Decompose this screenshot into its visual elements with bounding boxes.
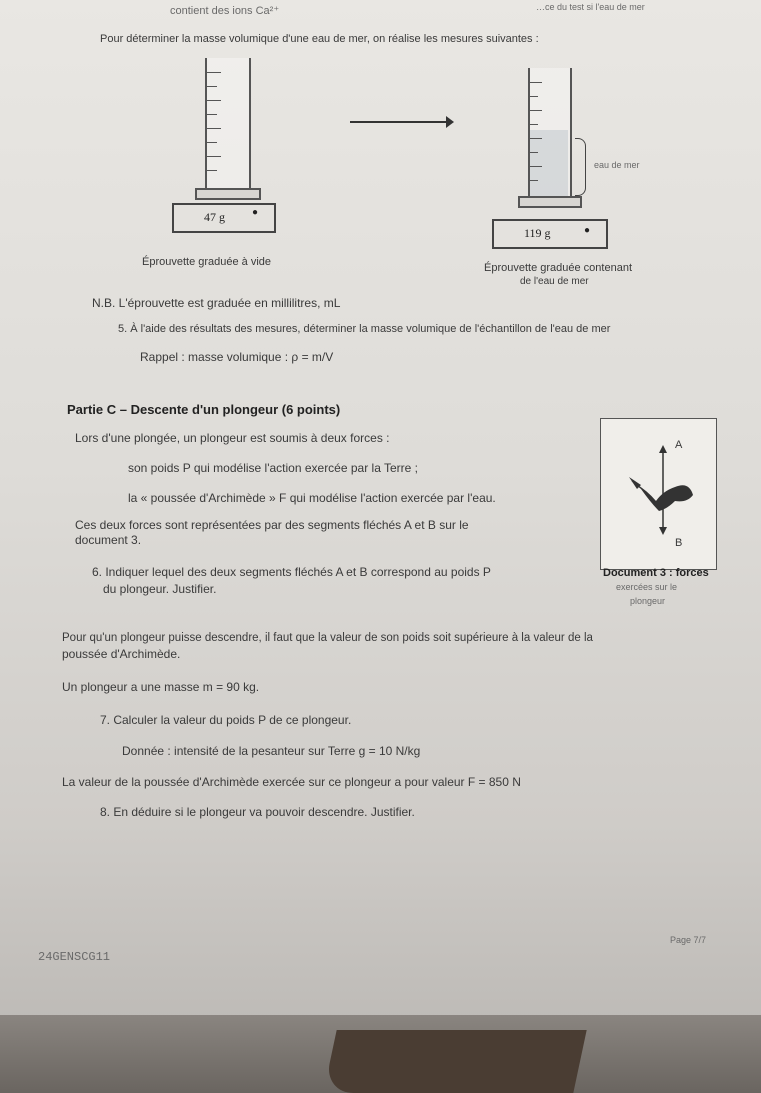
object-shadow [323, 1030, 586, 1093]
cylinder-left-base [195, 188, 261, 200]
top-fragment-left: contient des ions Ca²⁺ [170, 5, 280, 17]
intro-text: Pour déterminer la masse volumique d'une eau de mer, on réalise les mesures suivantes : [100, 33, 539, 45]
diver-icon [601, 419, 716, 569]
document-3-figure [600, 418, 717, 570]
force-label-b: B [675, 537, 683, 549]
scale-right: 119 g ● [492, 219, 608, 249]
question-6-continued: du plongeur. Justifier. [103, 582, 217, 596]
paragraph-descent-condition: Pour qu'un plongeur puisse descendre, il faut que la valeur de son poids soit supérieure à la valeur de la [62, 632, 593, 644]
question-7: 7. Calculer la valeur du poids P de ce plongeur. [100, 713, 352, 727]
part-c-line-3: la « poussée d'Archimède » F qui modélise l'action exercée par l'eau. [128, 491, 496, 505]
cylinder-right-base [518, 196, 582, 208]
force-label-a: A [675, 439, 683, 451]
caption-right-2: de l'eau de mer [520, 276, 589, 287]
doc-caption-1: Document 3 : forces [603, 567, 709, 579]
question-5: 5. À l'aide des résultats des mesures, déterminer la masse volumique de l'échantillon de l'eau de mer [118, 323, 611, 335]
caption-right-1: Éprouvette graduée contenant [484, 262, 633, 274]
doc-caption-2: exercées sur le [616, 582, 678, 592]
paragraph-descent-condition-2: poussée d'Archimède. [62, 647, 181, 661]
transition-arrow [350, 121, 450, 123]
part-c-line-1: Lors d'une plongée, un plongeur est soumis à deux forces : [75, 431, 390, 445]
exam-code: 24GENSCG11 [38, 950, 111, 964]
scale-left: 47 g ● [172, 203, 276, 233]
part-c-title: Partie C – Descente d'un plongeur (6 points) [67, 402, 341, 417]
scale-right-reading: 119 g [524, 226, 551, 240]
question-6: 6. Indiquer lequel des deux segments fléchés A et B correspond au poids P [92, 565, 491, 579]
water-brace [575, 138, 586, 196]
water-label: eau de mer [594, 160, 640, 170]
part-c-line-4: Ces deux forces sont représentées par des segments fléchés A et B sur le [75, 518, 469, 532]
diver-mass: Un plongeur a une masse m = 90 kg. [62, 680, 260, 694]
page-number: Page 7/7 [670, 935, 707, 945]
top-fragment-right: …ce du test si l'eau de mer [536, 2, 645, 12]
part-c-line-5: document 3. [75, 533, 142, 547]
scale-left-reading: 47 g [204, 210, 225, 224]
caption-left: Éprouvette graduée à vide [142, 256, 272, 268]
archimedes-value: La valeur de la poussée d'Archimède exercée sur ce plongeur a pour valeur F = 850 N [62, 775, 521, 789]
doc-caption-3: plongeur [630, 596, 666, 606]
given-gravity: Donnée : intensité de la pesanteur sur Terre g = 10 N/kg [122, 744, 421, 758]
rappel-formula: Rappel : masse volumique : ρ = m/V [140, 350, 334, 364]
seawater-fill [530, 130, 568, 196]
arrow-head-icon [446, 116, 454, 128]
graduation-note: N.B. L'éprouvette est graduée en millilitres, mL [92, 296, 341, 310]
part-c-line-2: son poids P qui modélise l'action exercée par la Terre ; [128, 461, 419, 475]
question-8: 8. En déduire si le plongeur va pouvoir descendre. Justifier. [100, 805, 415, 819]
